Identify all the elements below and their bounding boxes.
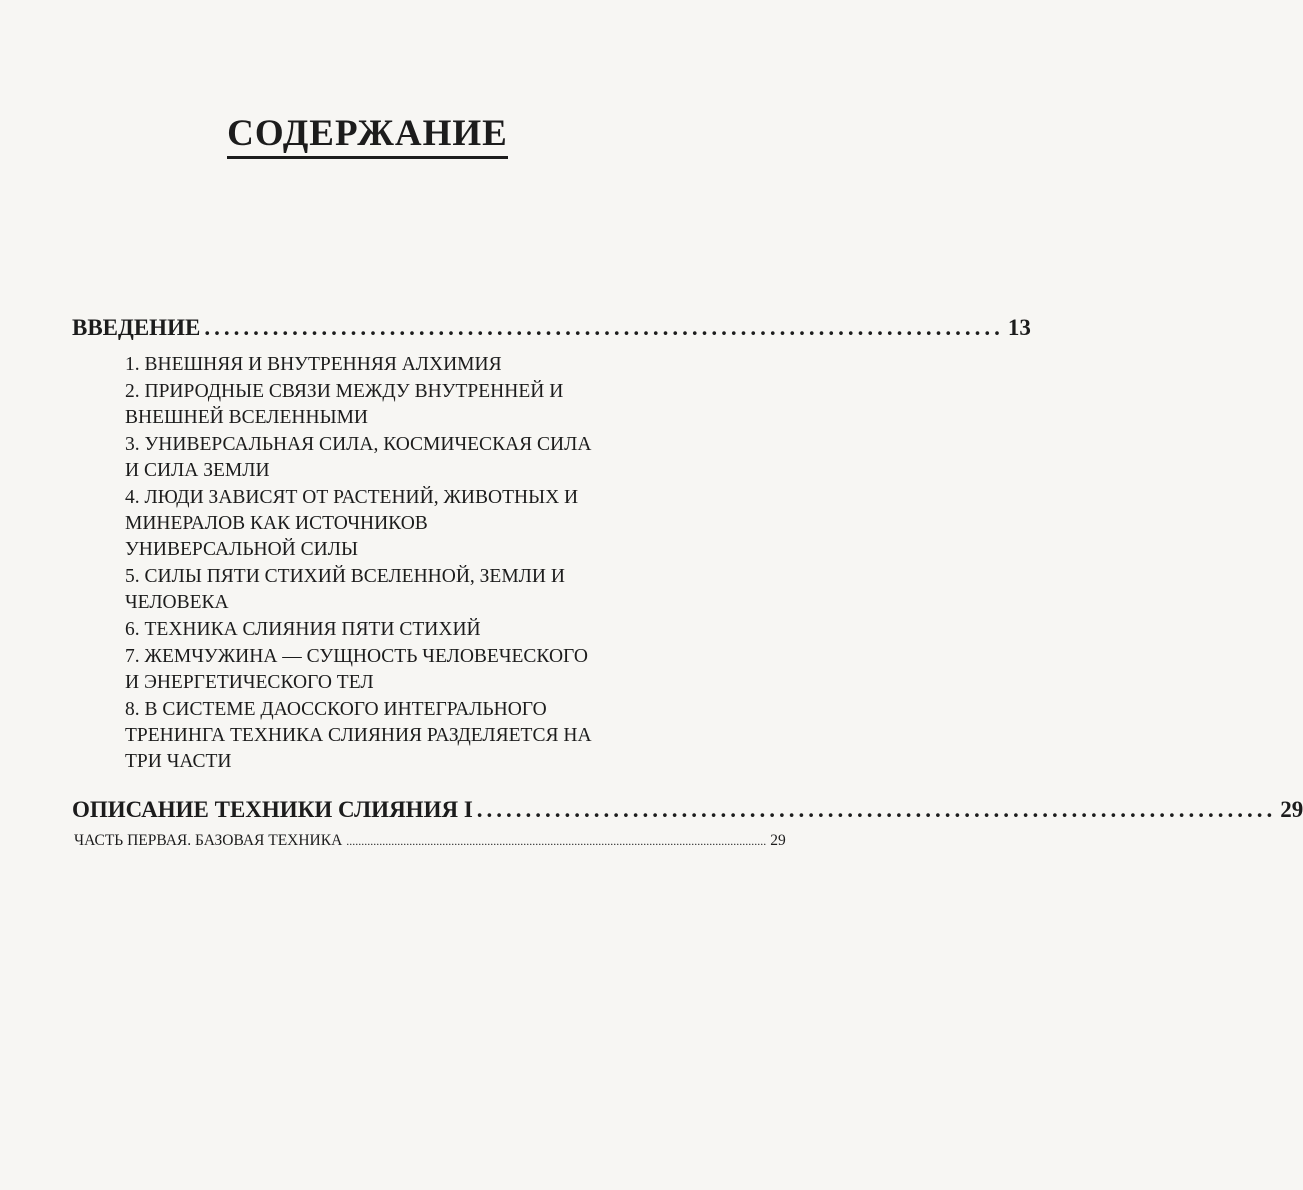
toc-item[interactable]: 7. ЖЕМЧУЖИНА — СУЩНОСТЬ ЧЕЛОВЕЧЕСКОГО И ЭНЕРГЕТИЧЕСКОГО ТЕЛ	[125, 646, 588, 693]
toc-entry-fusion-technique[interactable]	[72, 797, 1303, 823]
toc-item[interactable]: 8. В СИСТЕМЕ ДАОССКОГО ИНТЕГРАЛЬНОГО ТРЕНИНГА ТЕХНИКА СЛИЯНИЯ РАЗДЕЛЯЕТСЯ НА ТРИ ЧАСТИ	[125, 699, 592, 772]
toc-entry-page: 29	[770, 832, 786, 849]
page-title-text: СОДЕРЖАНИЕ	[227, 113, 508, 159]
toc-entry-page: 29	[1280, 797, 1303, 822]
toc-subitems-introduction	[125, 352, 595, 776]
leader-dots: ............................................................................................................................................	[346, 834, 767, 848]
toc-entry-page: 13	[1007, 315, 1031, 340]
toc-item[interactable]: 5. СИЛЫ ПЯТИ СТИХИЙ ВСЕЛЕННОЙ, ЗЕМЛИ И ЧЕЛОВЕКА	[125, 566, 565, 613]
toc-item[interactable]: 1. ВНЕШНЯЯ И ВНУТРЕННЯЯ АЛХИМИЯ	[125, 354, 502, 375]
leader-dots: ..................................................................................	[476, 797, 1277, 822]
leader-dots: ..................................................................................	[204, 315, 1004, 340]
toc-item[interactable]: 2. ПРИРОДНЫЕ СВЯЗИ МЕЖДУ ВНУТРЕННЕЙ И ВНЕШНЕЙ ВСЕЛЕННЫМИ	[125, 381, 564, 428]
toc-item[interactable]: 4. ЛЮДИ ЗАВИСЯТ ОТ РАСТЕНИЙ, ЖИВОТНЫХ И МИНЕРАЛОВ КАК ИСТОЧНИКОВ УНИВЕРСАЛЬНОЙ СИЛЫ	[125, 487, 579, 560]
toc-item[interactable]: 3. УНИВЕРСАЛЬНАЯ СИЛА, КОСМИЧЕСКАЯ СИЛА И СИЛА ЗЕМЛИ	[125, 434, 592, 481]
toc-entry-introduction[interactable]	[72, 315, 1031, 341]
toc-entry-label: ВВЕДЕНИЕ	[72, 315, 201, 340]
toc-subentry-part-one[interactable]	[74, 832, 786, 850]
toc-entry-label: ЧАСТЬ ПЕРВАЯ. БАЗОВАЯ ТЕХНИКА	[74, 832, 343, 849]
toc-item[interactable]: 6. ТЕХНИКА СЛИЯНИЯ ПЯТИ СТИХИЙ	[125, 619, 481, 640]
toc-entry-label: ОПИСАНИЕ ТЕХНИКИ СЛИЯНИЯ I	[72, 797, 473, 822]
page-title	[0, 112, 735, 155]
